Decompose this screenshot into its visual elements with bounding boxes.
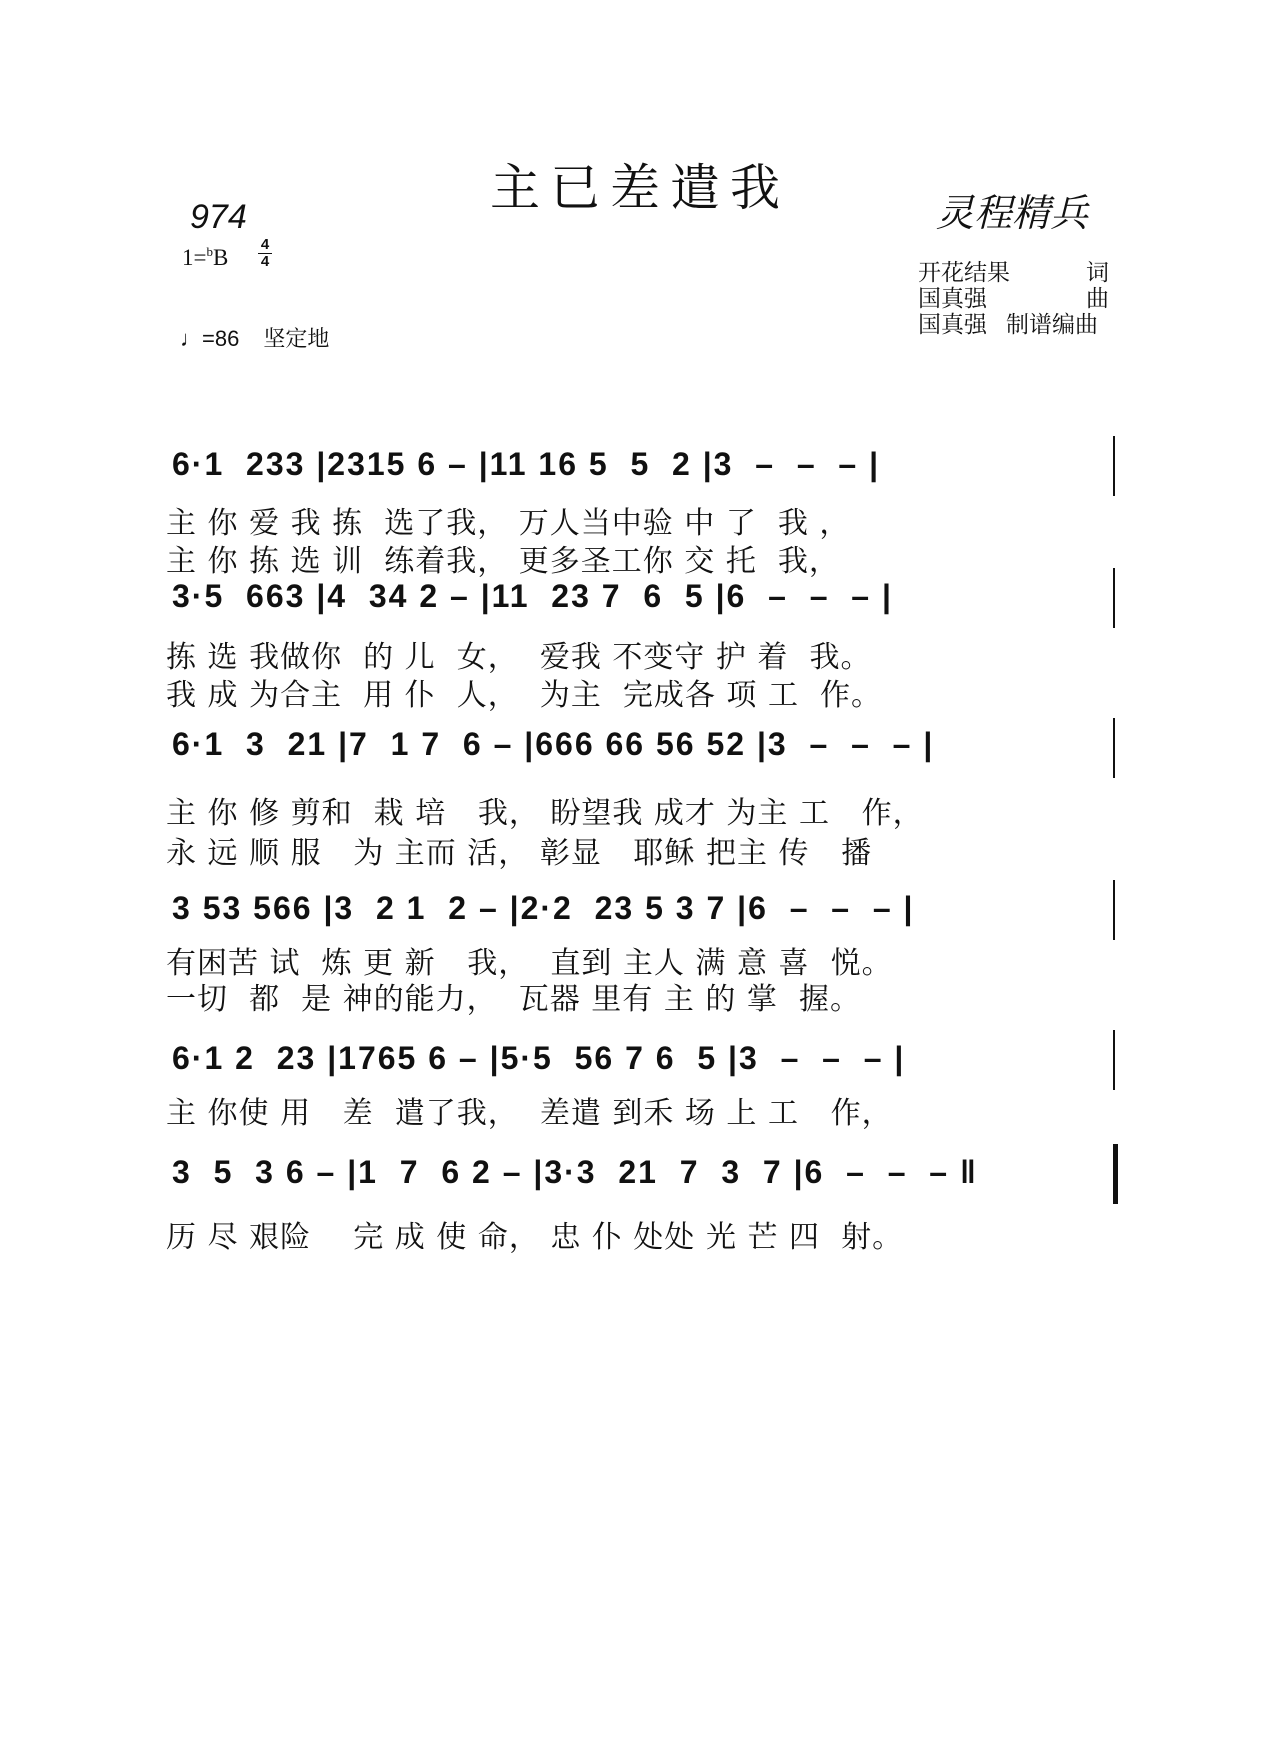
credit-name: 开花结果: [918, 260, 1010, 286]
lyric-line-6a: 历 尽 艰险 完 成 使 命， 忠 仆 处处 光 芒 四 射。: [166, 1220, 904, 1255]
lyric-line-2b: 我 成 为合主 用 仆 人， 为主 完成各 项 工 作。: [166, 678, 883, 713]
time-signature: [258, 237, 272, 270]
final-bar-line: [1113, 1144, 1118, 1204]
bar-line: [1113, 880, 1115, 940]
bar-line: [1113, 568, 1115, 628]
notation-line-2: 3·5 663 |4 34 2 – |11 23 7 6 5 |6 – – – |: [172, 578, 893, 614]
bar-line: [1113, 436, 1115, 496]
credit-role: 曲: [1086, 286, 1109, 312]
bar-line: [1113, 718, 1115, 778]
lyric-line-5a: 主 你使 用 差 遣了我， 差遣 到禾 场 上 工 作，: [166, 1096, 893, 1131]
lyric-line-2a: 拣 选 我做你 的 儿 女， 爱我 不变守 护 着 我。: [166, 640, 872, 675]
notation-line-1: 6·1 233 |2315 6 – |11 16 5 5 2 |3 – – – |: [172, 446, 881, 482]
credit-arranger: [918, 306, 1098, 339]
notation-line-6: 3 5 3 6 – |1 7 6 2 – |3·3 21 7 3 7 |6 – – – ‖: [172, 1154, 978, 1190]
meter-bottom: 4: [260, 253, 270, 270]
notation-line-4: 3 53 566 |3 2 1 2 – |2·2 23 5 3 7 |6 – – – |: [172, 890, 915, 926]
hymn-number: 974: [190, 198, 247, 236]
lyric-line-3b: 永 远 顺 服 为 主而 活， 彰显 耶稣 把主 传 播: [166, 836, 873, 871]
song-title: 主已差遣我: [490, 159, 790, 217]
lyric-line-4a: 有困苦 试 炼 更 新 我， 直到 主人 满 意 喜 悦。: [166, 946, 893, 981]
lyric-line-1a: 主 你 爱 我 拣 选了我， 万人当中验 中 了 我 ，: [166, 506, 851, 541]
credit-name: 国真强: [918, 286, 987, 312]
meter-top: 4: [260, 236, 270, 253]
key-note: B: [212, 245, 229, 270]
tempo-text: 坚定地: [263, 326, 330, 351]
notation-line-3: 6·1 3 21 |7 1 7 6 – |666 66 56 52 |3 – – – |: [172, 726, 935, 762]
bar-line: [1113, 1030, 1115, 1090]
credit-name: 国真强: [918, 312, 987, 338]
key-signature: [182, 244, 228, 271]
credit-role: 词: [1086, 260, 1109, 286]
notation-line-5: 6·1 2 23 |1765 6 – |5·5 56 7 6 5 |3 – – – |: [172, 1040, 906, 1076]
brand-name: 灵程精兵: [936, 191, 1089, 235]
lyric-line-3a: 主 你 修 剪和 栽 培 我， 盼望我 成才 为主 工 作，: [166, 796, 924, 831]
key-prefix: 1=: [182, 245, 207, 270]
tempo-marking: [180, 322, 329, 353]
credit-role: 制谱编曲: [1006, 312, 1098, 338]
lyric-line-4b: 一切 都 是 神的能力， 瓦器 里有 主 的 掌 握。: [166, 982, 861, 1017]
flat-sign: b: [206, 244, 213, 259]
tempo-value: ♩=86: [180, 326, 240, 351]
lyric-line-1b: 主 你 拣 选 训 练着我， 更多圣工你 交 托 我，: [166, 544, 840, 579]
